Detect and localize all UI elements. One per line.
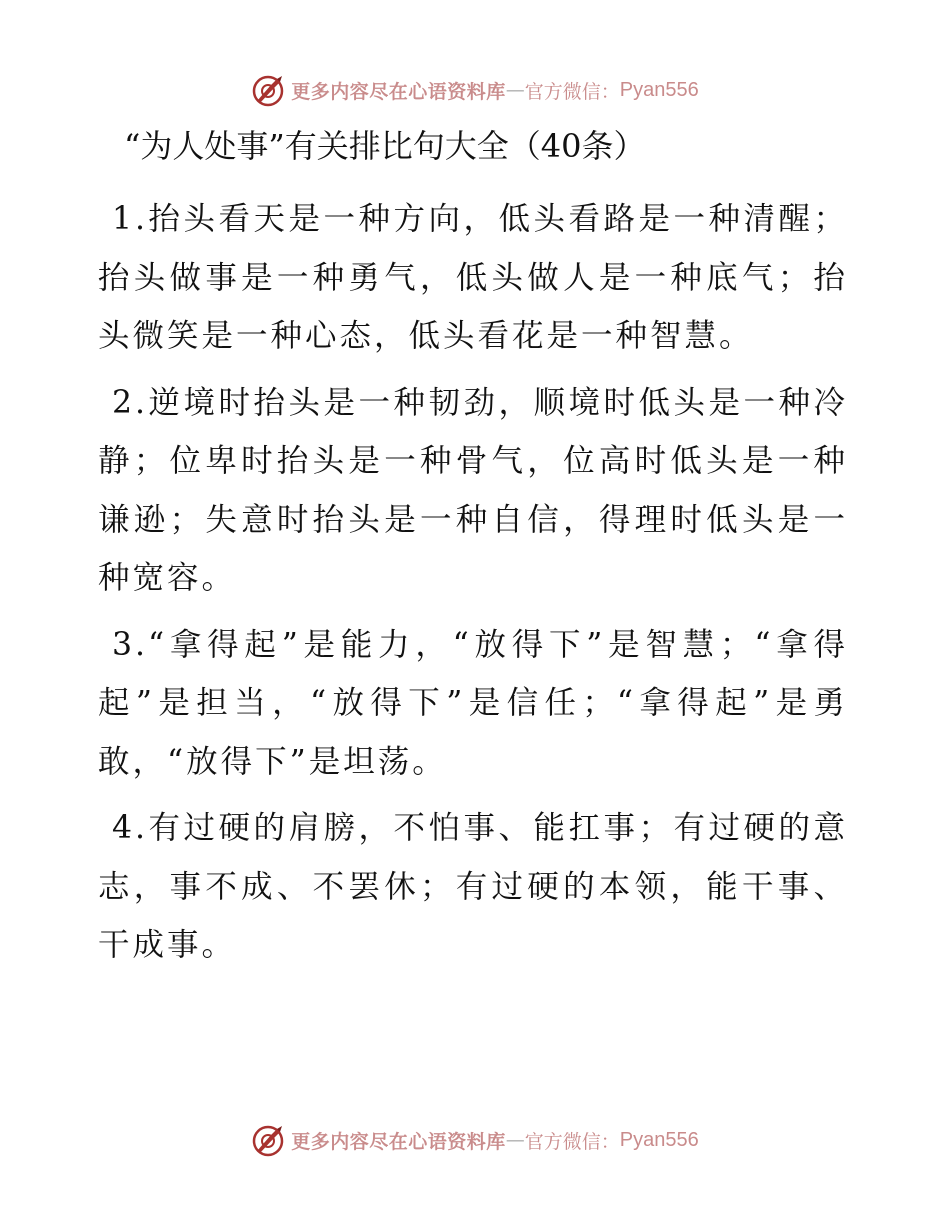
banner-separator: — (505, 1129, 525, 1151)
list-item: 1.抬头看天是一种方向，低头看路是一种清醒；抬头做事是一种勇气，低头做人是一种底气；抬头微笑是一种心态，低头看花是一种智慧。 (98, 201, 848, 354)
header-watermark-banner (0, 70, 950, 110)
banner-wechat-label: 官方微信： (524, 1130, 620, 1153)
brush-logo-icon (251, 1123, 285, 1157)
document-title: “为人处事”有关排比句大全（40条） (124, 127, 646, 165)
banner-wechat-id: Pyan556 (619, 1128, 699, 1151)
brush-logo-icon (251, 73, 285, 107)
list-item: 2.逆境时抬头是一种韧劲，顺境时低头是一种冷静；位卑时抬头是一种骨气，位高时低头是一种谦逊；失意时抬头是一种自信，得理时低头是一种宽容。 (98, 384, 848, 596)
banner-wechat-id: Pyan556 (619, 78, 699, 101)
list-item: 4.有过硬的肩膀，不怕事、能扛事；有过硬的意志，事不成、不罢休；有过硬的本领，能干事、干成事。 (98, 810, 848, 963)
sentence-list (98, 190, 848, 983)
list-item: 3.“拿得起”是能力，“放得下”是智慧；“拿得起”是担当，“放得下”是信任；“拿得起”是勇敢，“放得下”是坦荡。 (98, 626, 848, 780)
footer-watermark-banner (0, 1120, 950, 1160)
banner-main-text: 更多内容尽在心语资料库 (291, 80, 506, 103)
banner-separator: — (505, 79, 525, 101)
banner-wechat-label: 官方微信： (524, 80, 620, 103)
banner-main-text: 更多内容尽在心语资料库 (291, 1130, 506, 1153)
